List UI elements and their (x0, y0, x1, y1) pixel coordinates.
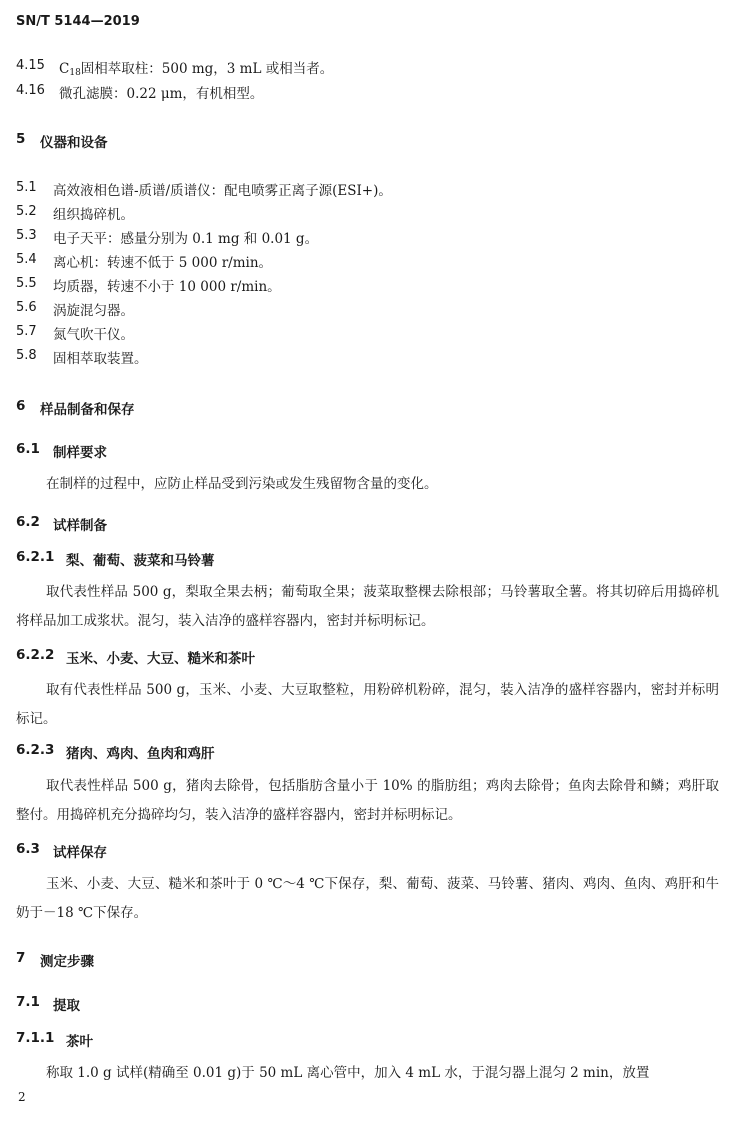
section-number: 6 (16, 398, 26, 414)
item-number: 5.8 (16, 348, 37, 363)
subsection-number: 6.2.3 (16, 742, 55, 758)
subsection-title: 猪肉、鸡肉、鱼肉和鸡肝 (66, 746, 215, 762)
subsection-number: 6.1 (16, 441, 40, 457)
subsection-title: 梨、葡萄、菠菜和马铃薯 (66, 553, 215, 569)
subsection-title: 茶叶 (66, 1034, 93, 1050)
section-number: 5 (16, 131, 26, 147)
page-number: 2 (18, 1090, 26, 1104)
subsection-number: 6.2.2 (16, 647, 55, 663)
paragraph: 在制样的过程中，应防止样品受到污染或发生残留物含量的变化。 (46, 476, 438, 492)
subsection-number: 6.2 (16, 514, 40, 530)
item-number: 5.5 (16, 276, 37, 291)
section-title: 样品制备和保存 (40, 402, 135, 418)
item-number: 5.3 (16, 228, 37, 243)
item-text: 固相萃取装置。 (53, 351, 148, 367)
subsection-title: 制样要求 (53, 445, 107, 461)
c18-rest: 固相萃取柱：500 mg，3 mL 或相当者。 (80, 61, 334, 77)
item-number: 5.2 (16, 204, 37, 219)
item-number: 5.6 (16, 300, 37, 315)
subsection-title: 试样保存 (53, 845, 107, 861)
subsection-number: 7.1 (16, 994, 40, 1010)
paragraph: 取代表性样品 500 g，猪肉去除骨，包括脂肪含量小于 10% 的脂肪组；鸡肉去除骨；鱼肉去除骨和鳞；鸡肝取整付。用捣碎机充分捣碎均匀，装入洁净的盛样容器内，密封并标明标记。 (16, 778, 719, 823)
c18-prefix: C (59, 61, 70, 77)
item-number: 5.1 (16, 180, 37, 195)
subsection-number: 6.3 (16, 841, 40, 857)
paragraph: 取有代表性样品 500 g，玉米、小麦、大豆取整粒，用粉碎机粉碎，混匀，装入洁净的盛样容器内，密封并标明标记。 (16, 682, 719, 727)
item-number: 4.16 (16, 83, 45, 98)
standard-number: SN/T 5144—2019 (16, 14, 140, 29)
section-title: 仪器和设备 (40, 135, 108, 151)
paragraph: 取代表性样品 500 g，梨取全果去柄；葡萄取全果；菠菜取整棵去除根部；马铃薯取全薯。将其切碎后用捣碎机将样品加工成浆状。混匀，装入洁净的盛样容器内，密封并标明标记。 (16, 584, 719, 629)
paragraph: 称取 1.0 g 试样(精确至 0.01 g)于 50 mL 离心管中，加入 4 mL 水，于混匀器上混匀 2 min，放置 (46, 1065, 650, 1081)
subsection-title: 试样制备 (53, 518, 107, 534)
item-text: 微孔滤膜：0.22 μm，有机相型。 (59, 86, 264, 102)
c18-subscript: 18 (69, 68, 81, 78)
item-text: 氮气吹干仪。 (53, 327, 134, 343)
item-text: 组织捣碎机。 (53, 207, 134, 223)
item-number: 5.7 (16, 324, 37, 339)
subsection-title: 提取 (53, 998, 80, 1014)
subsection-title: 玉米、小麦、大豆、糙米和茶叶 (66, 651, 255, 667)
item-text: 涡旋混匀器。 (53, 303, 134, 319)
item-text: 高效液相色谱-质谱/质谱仪：配电喷雾正离子源(ESI+)。 (53, 183, 392, 199)
item-text: 电子天平：感量分别为 0.1 mg 和 0.01 g。 (53, 231, 319, 247)
item-text (59, 57, 333, 78)
section-number: 7 (16, 950, 26, 966)
item-text: 离心机：转速不低于 5 000 r/min。 (53, 255, 273, 271)
item-number: 5.4 (16, 252, 37, 267)
subsection-number: 6.2.1 (16, 549, 55, 565)
item-number: 4.15 (16, 58, 45, 73)
item-text: 均质器，转速不小于 10 000 r/min。 (53, 279, 281, 295)
paragraph: 玉米、小麦、大豆、糙米和茶叶于 0 ℃～4 ℃下保存，梨、葡萄、菠菜、马铃薯、猪肉、鸡肉、鱼肉、鸡肝和牛奶于－18 ℃下保存。 (16, 876, 719, 921)
section-title: 测定步骤 (40, 954, 94, 970)
subsection-number: 7.1.1 (16, 1030, 55, 1046)
